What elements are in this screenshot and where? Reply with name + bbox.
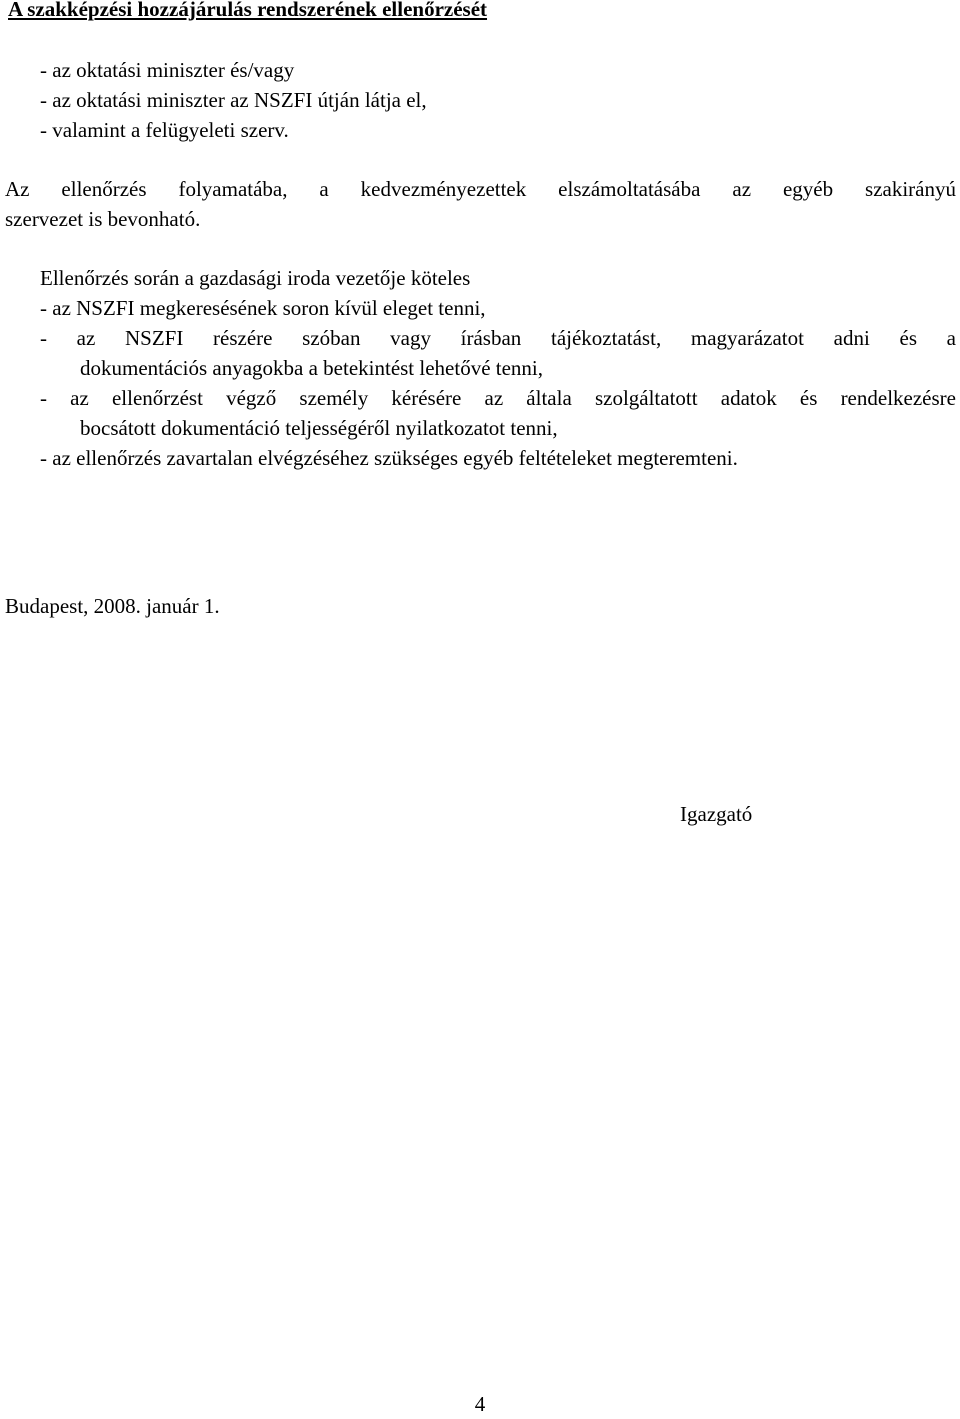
obligation-item-3-line-1: - az ellenőrzést végző személy kérésére az általa szolgáltatott adatok és rendelkezésre [40,386,956,410]
controllers-item-3: - valamint a felügyeleti szerv. [40,118,289,142]
obligation-item-2-line-2: dokumentációs anyagokba a betekintést lehetővé tenni, [80,356,544,380]
involvement-line-2: szervezet is bevonható. [5,207,201,231]
page-number: 4 [474,1392,486,1416]
controllers-list [0,55,956,145]
obligations-section [0,263,956,473]
place-date: Budapest, 2008. január 1. [5,594,220,618]
involvement-paragraph [0,174,956,234]
controllers-item-1: - az oktatási miniszter és/vagy [40,58,295,82]
obligations-intro: Ellenőrzés során a gazdasági iroda vezetője köteles [40,266,471,290]
involvement-line-1: Az ellenőrzés folyamatába, a kedvezményezettek elszámoltatásába az egyéb szakirányú [5,177,956,201]
controllers-item-2: - az oktatási miniszter az NSZFI útján látja el, [40,88,427,112]
obligation-item-4: - az ellenőrzés zavartalan elvégzéséhez szükséges egyéb feltételeket megteremteni. [40,446,738,470]
obligation-item-1: - az NSZFI megkeresésének soron kívül eleget tenni, [40,296,486,320]
obligation-item-3-line-2: bocsátott dokumentáció teljességéről nyilatkozatot tenni, [80,416,558,440]
obligation-item-2-line-1: - az NSZFI részére szóban vagy írásban tájékoztatást, magyarázatot adni és a [40,326,956,350]
signature-title: Igazgató [680,802,753,826]
document-heading: A szakképzési hozzájárulás rendszerének ellenőrzését [8,0,488,21]
